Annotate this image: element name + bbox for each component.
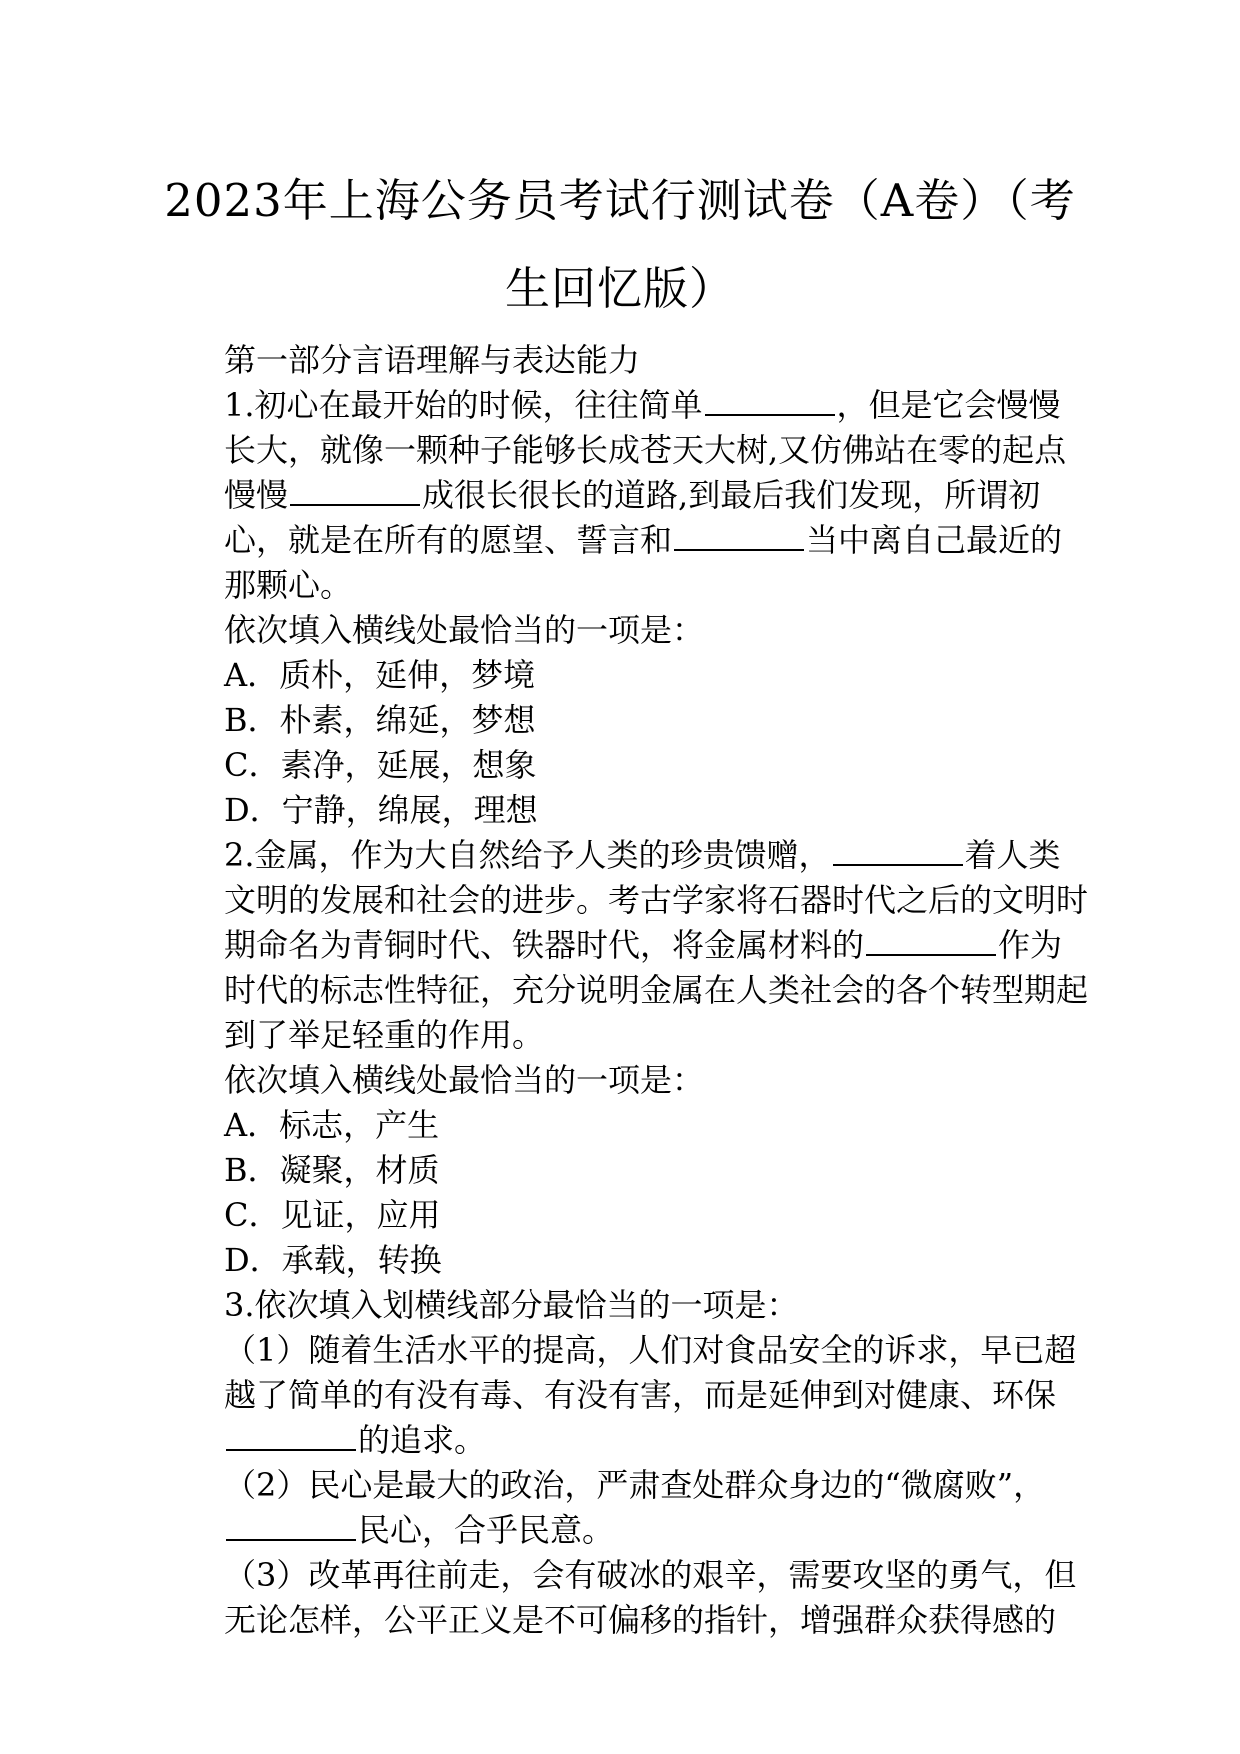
q2-option-d: D．承载，转换 — [224, 1241, 442, 1279]
q2-text-2: 着人类文明的发展和社会的进步。考古学家将石器时代之后的文明时期命名为青铜时代、铁器时代，将金属材料的 — [224, 836, 1089, 964]
q1-text-3: 成很长很长的道路,到最后我们发现，所谓初心，就是在所有的愿望、誓言和 — [224, 476, 1041, 559]
q1-option-a: A．质朴，延伸，梦境 — [224, 656, 536, 694]
q2-prompt: 依次填入横线处最恰当的一项是： — [224, 1061, 705, 1099]
q2-blank-2 — [866, 953, 996, 956]
q2-option-c: C．见证，应用 — [224, 1196, 441, 1234]
q3-part-2 — [160, 1463, 1090, 1553]
doc-title-line-2: 生回忆版） — [504, 262, 735, 315]
doc-body — [160, 338, 1090, 1643]
question-3-stem: 3.依次填入划横线部分最恰当的一项是： — [224, 1286, 799, 1324]
q3-p2-text-2: 民心，合乎民意。 — [358, 1511, 615, 1549]
q3-blank-2 — [226, 1538, 356, 1541]
q3-part-3: （3）改革再往前走，会有破冰的艰辛，需要攻坚的勇气，但无论怎样，公平正义是不可偏移的指针，增强群众获得感的 — [224, 1556, 1077, 1639]
q1-option-c: C．素净，延展，想象 — [224, 746, 537, 784]
question-2-stem — [160, 833, 1090, 1058]
q2-text-3: 作为时代的标志性特征，充分说明金属在人类社会的各个转型期起到了举足轻重的作用。 — [224, 926, 1089, 1054]
q2-option-b: B．凝聚，材质 — [224, 1151, 440, 1189]
q2-blank-1 — [833, 863, 963, 866]
question-1-stem — [160, 383, 1090, 608]
q1-option-d: D．宁静，绵展，理想 — [224, 791, 538, 829]
q3-p1-text-1: （1）随着生活水平的提高，人们对食品安全的诉求，早已超越了简单的有没有毒、有没有害，而是延伸到对健康、环保 — [224, 1331, 1077, 1414]
q1-text-2: ，但是它会慢慢长大，就像一颗种子能够长成苍天大树,又仿佛站在零的起点慢慢 — [224, 386, 1067, 514]
q1-text-1: 1.初心在最开始的时候，往往简单 — [224, 386, 703, 424]
q1-blank-1 — [705, 413, 835, 416]
q1-text-4: 当中离自己最近的那颗心。 — [224, 521, 1063, 604]
q3-part-1 — [160, 1328, 1090, 1463]
q1-option-b: B．朴素，绵延，梦想 — [224, 701, 536, 739]
q3-p2-text-1: （2）民心是最大的政治，严肃查处群众身边的“微腐败”， — [224, 1466, 1046, 1504]
q2-text-1: 2.金属，作为大自然给予人类的珍贵馈赠， — [224, 836, 831, 874]
q1-blank-2 — [290, 503, 420, 506]
q1-prompt: 依次填入横线处最恰当的一项是： — [224, 611, 705, 649]
q1-blank-3 — [674, 548, 804, 551]
section-heading: 第一部分言语理解与表达能力 — [224, 341, 641, 379]
doc-title-line-1: 2023年上海公务员考试行测试卷（A卷）（考 — [164, 174, 1076, 227]
q3-p1-text-2: 的追求。 — [358, 1421, 487, 1459]
q3-blank-1 — [226, 1448, 356, 1451]
q2-option-a: A．标志，产生 — [224, 1106, 440, 1144]
